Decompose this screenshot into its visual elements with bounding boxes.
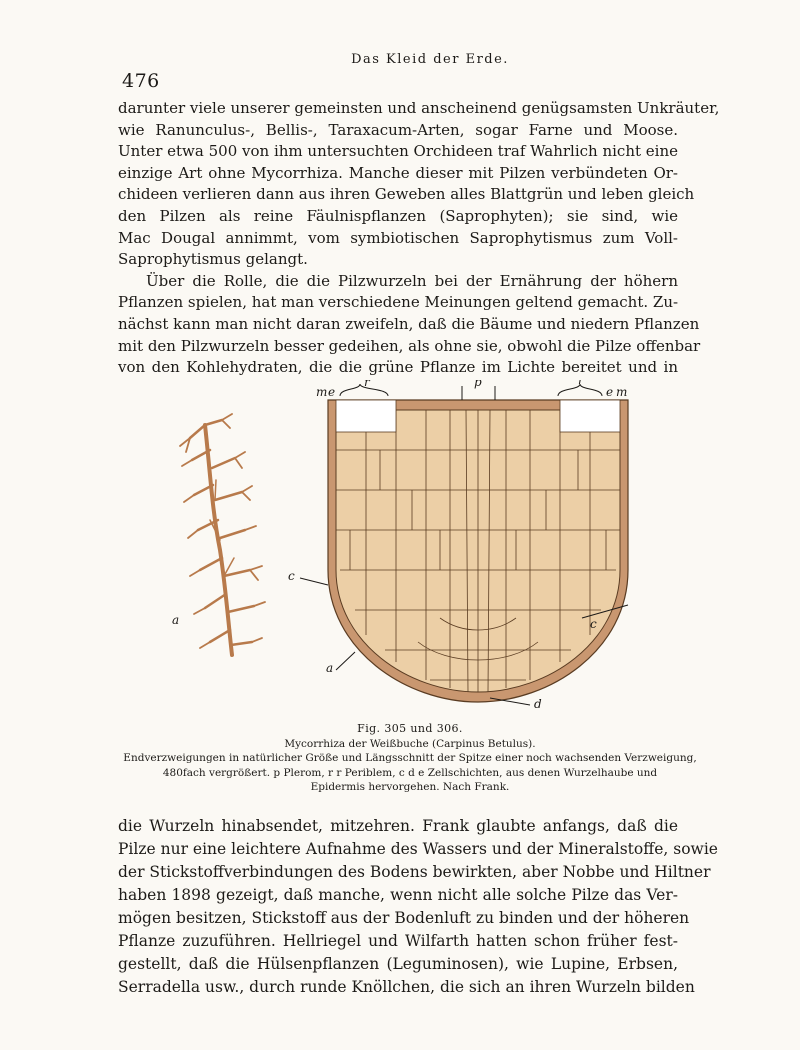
text-line: Serradella usw., durch runde Knöllchen, die sich an ihren Wurzeln bilden bbox=[118, 978, 695, 996]
text-line: Mac Dougal annimmt, vom symbiotischen Saprophytismus zum Voll- bbox=[118, 228, 678, 247]
caption-line: Endverzweigungen in natürlicher Größe und Längsschnitt der Spitze einer noch wachsenden Verzweigung, bbox=[123, 752, 697, 764]
label-r-right: r bbox=[578, 380, 584, 387]
text-line: einzige Art ohne Mycorrhiza. Manche dieser mit Pilzen verbündeten Or- bbox=[118, 163, 678, 182]
caption-line: Epidermis hervorgehen. Nach Frank. bbox=[310, 781, 510, 793]
text-line: chideen verlieren dann aus ihren Geweben alles Blattgrün und leben gleich bbox=[118, 185, 695, 204]
bottom-text-block bbox=[118, 815, 718, 999]
text-line: Saprophytismus gelangt. bbox=[118, 250, 308, 269]
page-number: 476 bbox=[122, 70, 160, 92]
text-line: Über die Rolle, die die Pilzwurzeln bei der Ernährung der höhern bbox=[146, 271, 678, 290]
label-a-left: a bbox=[172, 613, 180, 627]
text-line: die Wurzeln hinabsendet, mitzehren. Frank glaubte anfangs, daß die bbox=[118, 817, 678, 835]
caption-line: 480fach vergrößert. p Plerom, r r Periblem, c d e Zellschichten, aus denen Wurzelhaube und bbox=[162, 766, 658, 779]
label-m-right: m bbox=[616, 385, 628, 399]
text-line: mögen besitzen, Stickstoff aus der Bodenluft zu binden und der höheren bbox=[118, 909, 690, 927]
caption-title: Fig. 305 und 306. bbox=[357, 722, 463, 735]
text-line: darunter viele unserer gemeinsten und anscheinend genügsamsten Unkräuter, bbox=[118, 99, 720, 117]
label-e-left: e bbox=[328, 385, 336, 399]
label-p: p bbox=[474, 380, 482, 389]
text-line: nächst kann man nicht daran zweifeln, daß die Bäume und niedern Pflanzen bbox=[118, 314, 700, 333]
root-branching-illustration bbox=[180, 414, 265, 655]
top-text-block bbox=[118, 98, 720, 379]
text-line: von den Kohlehydraten, die die grüne Pflanze im Lichte bereitet und in bbox=[118, 358, 678, 377]
text-line: Unter etwa 500 von ihm untersuchten Orchideen traf Wahrlich nicht eine bbox=[118, 142, 678, 161]
figure-caption bbox=[60, 722, 760, 795]
root-tip-section bbox=[300, 384, 628, 705]
text-line: wie Ranunculus-, Bellis-, Taraxacum-Arten, sogar Farne und Moose. bbox=[118, 120, 678, 139]
label-r-left: r bbox=[364, 380, 370, 389]
label-c-right: c bbox=[590, 617, 597, 631]
caption-subtitle: Mycorrhiza der Weißbuche (Carpinus Betulus). bbox=[284, 737, 536, 750]
label-d: d bbox=[534, 697, 542, 710]
text-line: mit den Pilzwurzeln besser gedeihen, als ohne sie, obwohl die Pilze offenbar bbox=[118, 336, 701, 355]
text-line: Pflanze zuzuführen. Hellriegel und Wilfarth hatten schon früher fest- bbox=[118, 932, 678, 950]
text-line: den Pilzen als reine Fäulnispflanzen (Saprophyten); sie sind, wie bbox=[118, 206, 678, 225]
text-line: gestellt, daß die Hülsenpflanzen (Leguminosen), wie Lupine, Erbsen, bbox=[118, 955, 678, 973]
text-line: haben 1898 gezeigt, daß manche, wenn nicht alle solche Pilze das Ver- bbox=[118, 886, 678, 904]
text-line: Pflanzen spielen, hat man verschiedene Meinungen geltend gemacht. Zu- bbox=[118, 293, 679, 312]
label-e-right: e bbox=[606, 385, 614, 399]
figure-illustration bbox=[150, 380, 670, 710]
figure-svg bbox=[150, 380, 670, 710]
label-a-root: a bbox=[326, 661, 334, 675]
text-line: Pilze nur eine leichtere Aufnahme des Wassers und der Mineralstoffe, sowie bbox=[118, 840, 718, 858]
label-m-left: m bbox=[316, 385, 328, 399]
label-c-left: c bbox=[288, 569, 295, 583]
running-title: Das Kleid der Erde. bbox=[351, 52, 509, 67]
text-line: der Stickstoffverbindungen des Bodens bewirkten, aber Nobbe und Hiltner bbox=[118, 863, 711, 881]
